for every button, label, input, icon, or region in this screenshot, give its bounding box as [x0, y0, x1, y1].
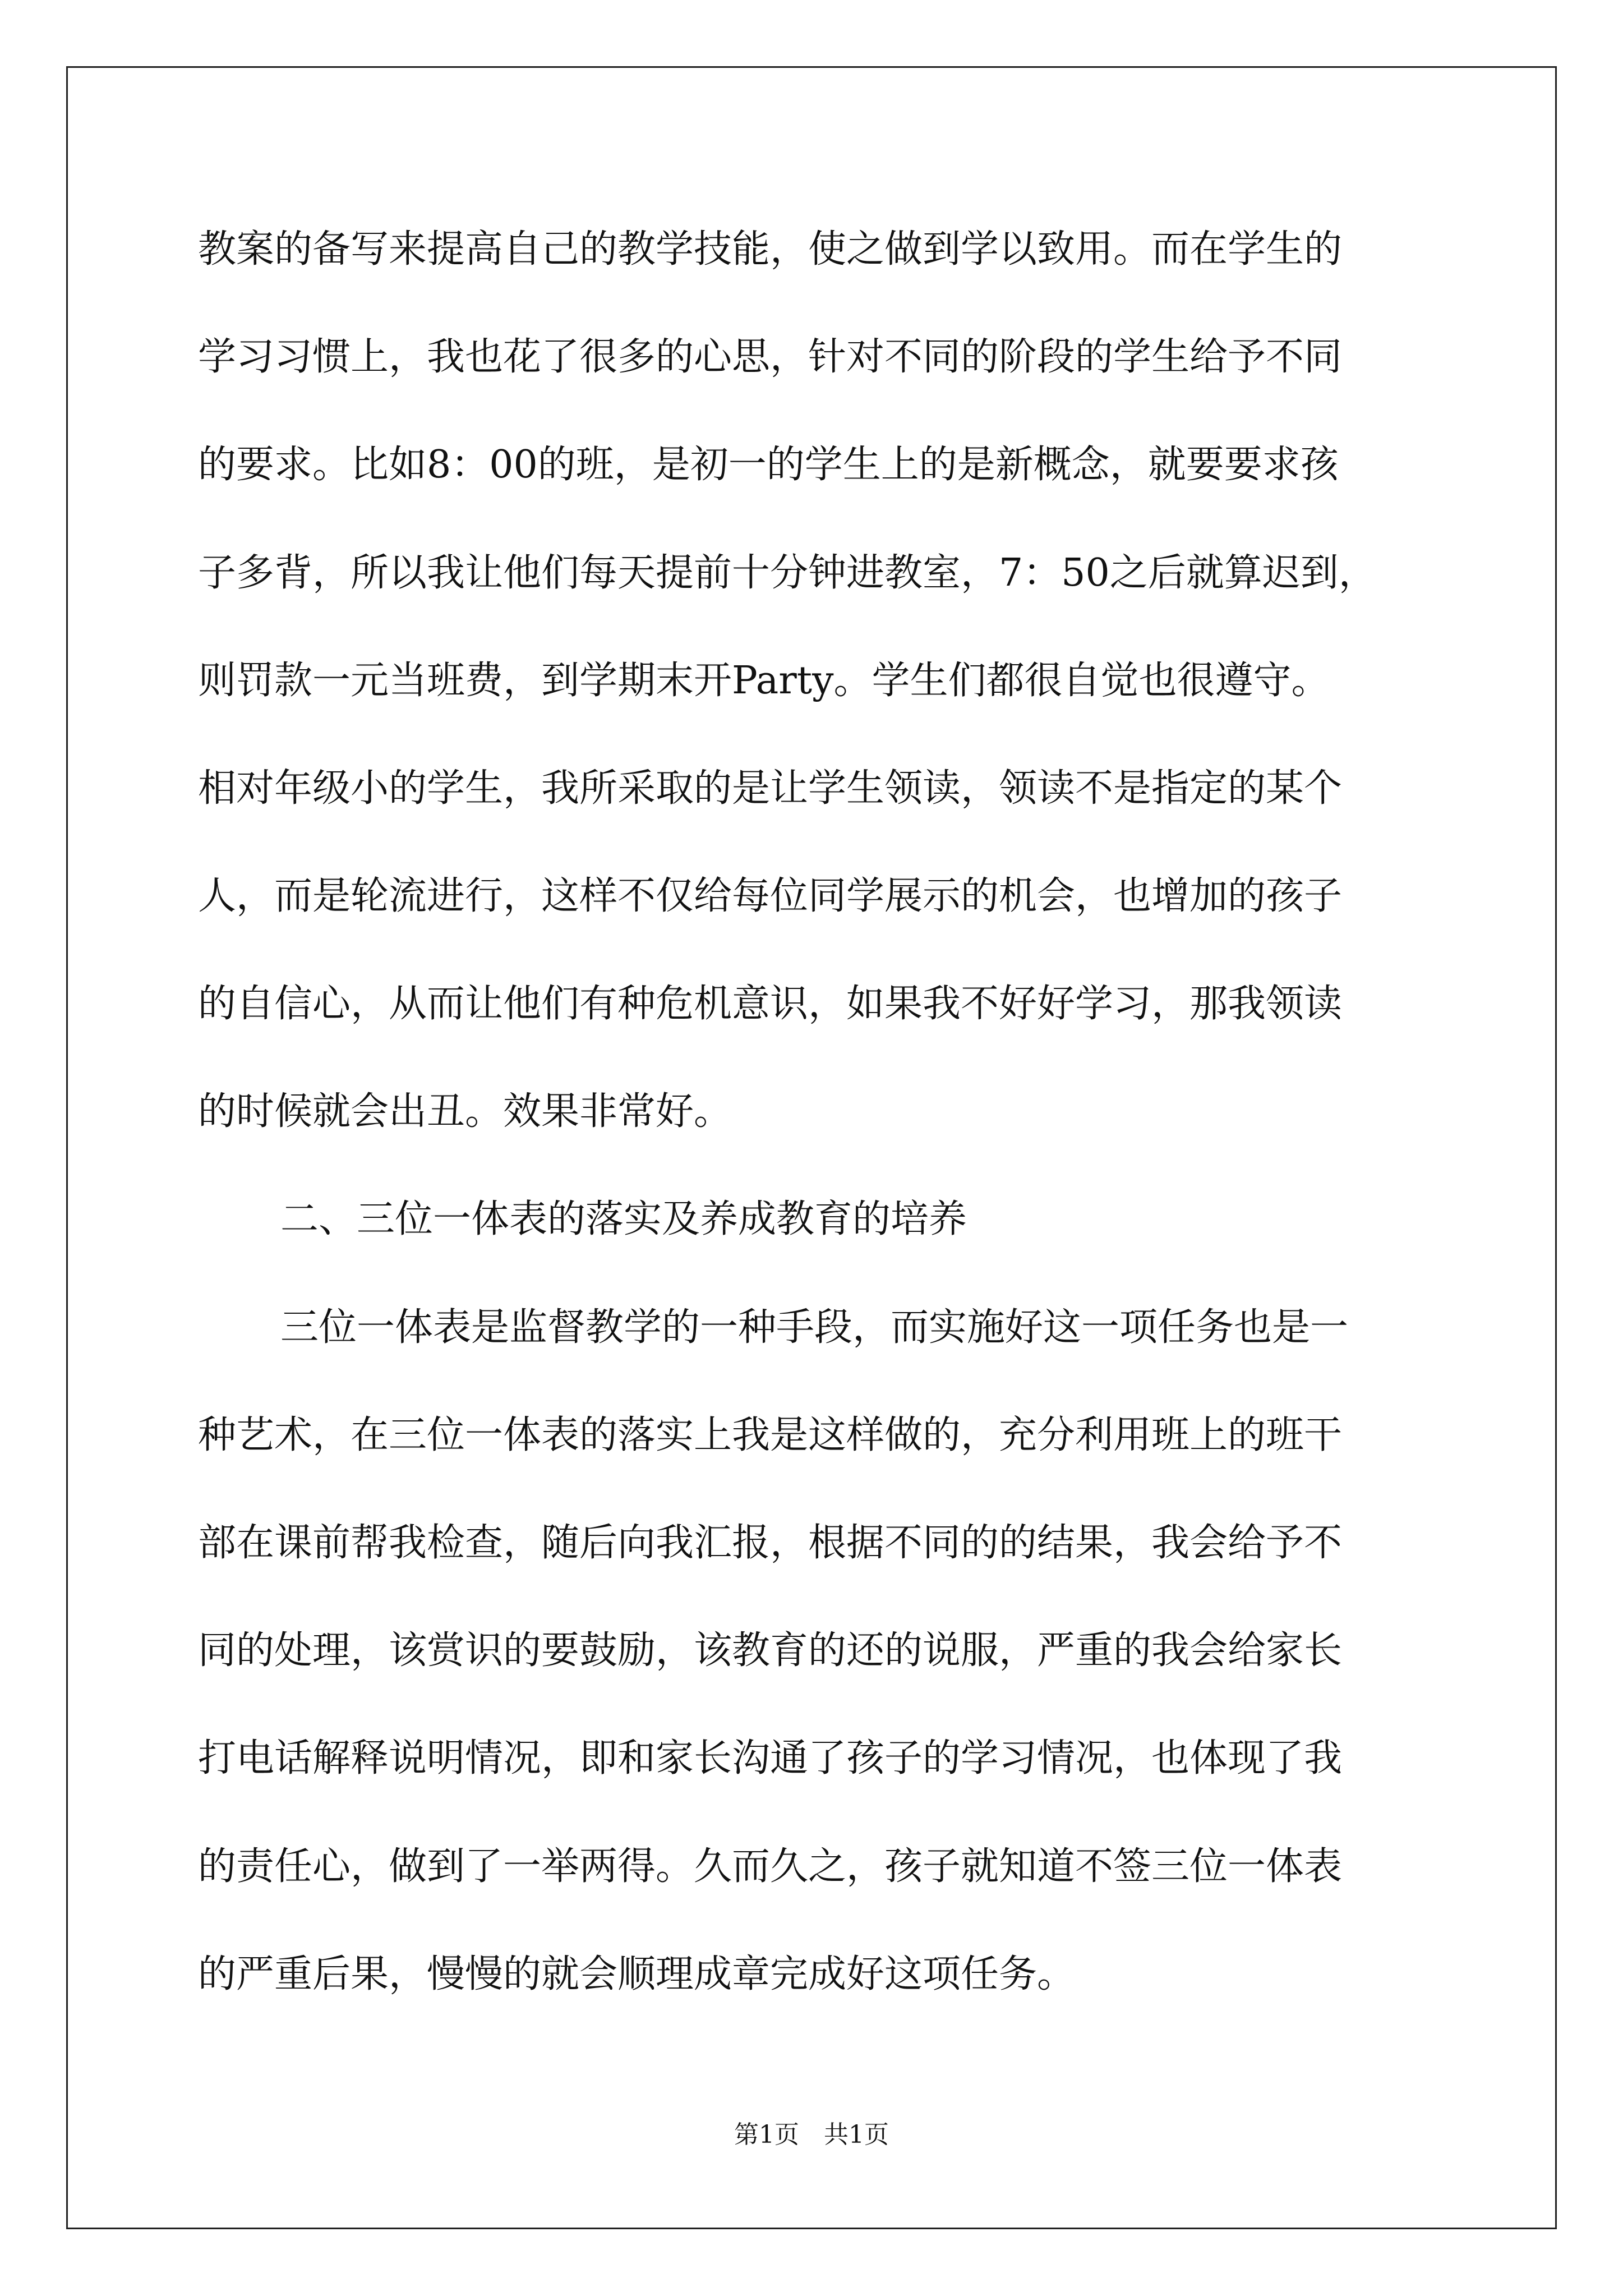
text-line: 学习习惯上，我也花了很多的心思，针对不同的阶段的学生给予不同: [198, 335, 1343, 379]
text-line: 人，而是轮流进行，这样不仅给每位同学展示的机会，也增加的孩子: [198, 874, 1343, 918]
page-number: 第1页 共1页: [734, 2120, 889, 2149]
text-line: 的责任心，做到了一举两得。久而久之，孩子就知道不签三位一体表: [198, 1844, 1343, 1889]
text-line: 则罚款一元当班费，到学期末开Party。学生们都很自觉也很遵守。: [198, 659, 1330, 703]
section-heading: 二、三位一体表的落实及养成教育的培养: [280, 1197, 967, 1241]
text-line: 教案的备写来提高自己的教学技能，使之做到学以致用。而在学生的: [198, 227, 1343, 272]
page-border: [66, 66, 1557, 2229]
text-line: 的严重后果，慢慢的就会顺理成章完成好这项任务。: [198, 1952, 1076, 1996]
text-line: 的自信心，从而让他们有种危机意识，如果我不好好学习，那我领读: [198, 982, 1343, 1026]
text-line: 部在课前帮我检查，随后向我汇报，根据不同的的结果，我会给予不: [198, 1521, 1343, 1565]
text-line: 子多背，所以我让他们每天提前十分钟进教室，7：50之后就算迟到，: [198, 551, 1377, 595]
text-line: 种艺术，在三位一体表的落实上我是这样做的，充分利用班上的班干: [198, 1413, 1343, 1457]
text-line: 打电话解释说明情况，即和家长沟通了孩子的学习情况，也体现了我: [198, 1736, 1343, 1780]
text-line: 相对年级小的学生，我所采取的是让学生领读，领读不是指定的某个: [198, 766, 1343, 811]
text-line: 同的处理，该赏识的要鼓励，该教育的还的说服，严重的我会给家长: [198, 1628, 1343, 1673]
text-line: 三位一体表是监督教学的一种手段，而实施好这一项任务也是一: [280, 1305, 1349, 1350]
text-line: 的时候就会出丑。效果非常好。: [198, 1089, 732, 1134]
text-line: 的要求。比如8：00的班，是初一的学生上的是新概念，就要要求孩: [198, 443, 1339, 487]
